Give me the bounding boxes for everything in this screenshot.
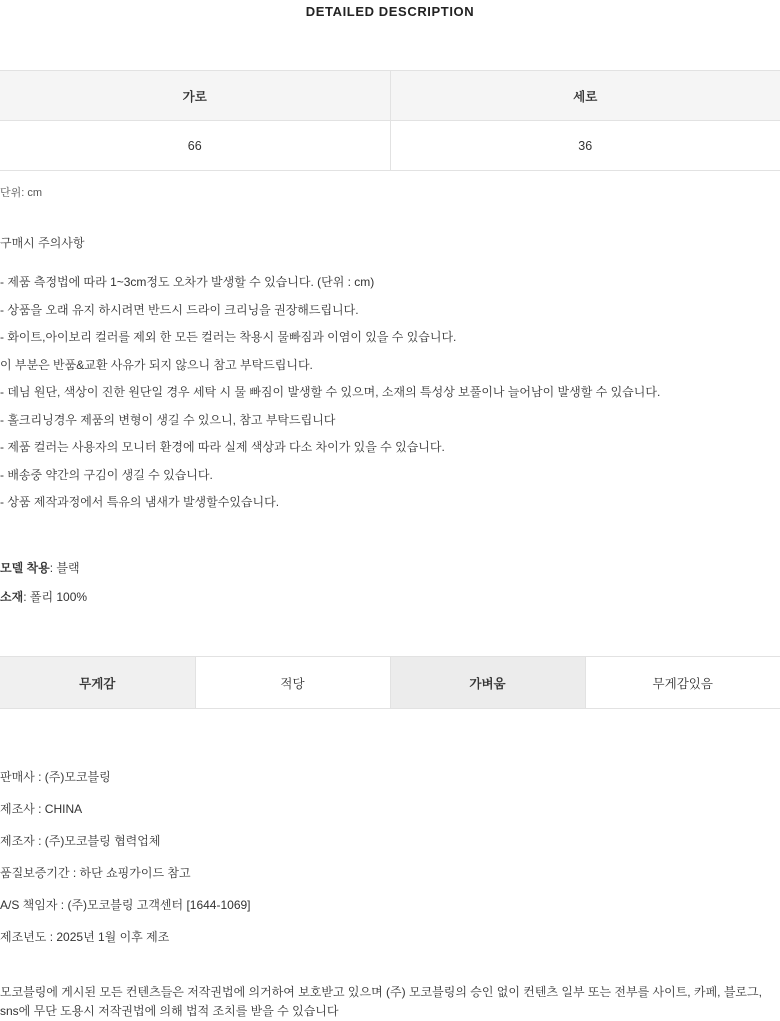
table-row — [0, 121, 780, 171]
weight-option-heavy: 무게감있음 — [585, 657, 780, 709]
list-item: - 화이트,아이보리 컬러를 제외 한 모든 컬러는 착용시 물빠짐과 이염이 있을 수 있습니다. — [0, 330, 457, 344]
copyright-notice: 모코블링에 게시된 모든 컨텐츠들은 저작권법에 의거하여 보호받고 있으며 (주) 모코블링의 승인 없이 컨텐츠 일부 또는 전부를 사이트, 카페, 블로그, sns에 무단 도용시 저작권법에 의해 법적 조치를 받을 수 있습니다 — [0, 985, 762, 1019]
material-row — [0, 588, 780, 605]
purchase-notice-heading: 구매시 주의사항 — [0, 236, 85, 250]
list-item: 품질보증기간 : 하단 쇼핑가이드 참고 — [0, 866, 191, 880]
list-item: - 홀크리닝경우 제품의 변형이 생길 수 있으니, 참고 부탁드립니다 — [0, 412, 336, 427]
weight-scale-table — [0, 656, 780, 709]
list-item: A/S 책임자 : (주)모코블링 고객센터 [1644-1069] — [0, 898, 251, 912]
list-item: - 상품을 오래 유지 하시려면 반드시 드라이 크리닝을 권장해드립니다. — [0, 302, 359, 317]
list-item: - 상품 제작과정에서 특유의 냄새가 발생할수있습니다. — [0, 495, 280, 509]
size-table — [0, 70, 780, 171]
table-row — [0, 657, 780, 709]
size-header-width: 가로 — [0, 71, 390, 121]
size-value-length: 36 — [390, 121, 780, 171]
list-item: 제조년도 : 2025년 1월 이후 제조 — [0, 930, 170, 944]
list-item: 제조사 : CHINA — [0, 802, 83, 816]
list-item: - 제품 컬러는 사용자의 모니터 환경에 따라 실제 색상과 다소 차이가 있을 수 있습니다. — [0, 440, 445, 454]
list-item: 판매사 : (주)모코블링 — [0, 770, 111, 784]
material-label: 소재 — [0, 590, 24, 604]
model-wear-value: : 블랙 — [49, 561, 80, 575]
list-item: - 제품 측정법에 따라 1~3cm정도 오차가 발생할 수 있습니다. (단위 : cm) — [0, 275, 375, 289]
size-table-header-row — [0, 71, 780, 121]
size-header-length: 세로 — [390, 71, 780, 121]
material-value: : 폴리 100% — [23, 590, 88, 604]
product-spec-block — [0, 559, 780, 605]
weight-option-light: 가벼움 — [390, 657, 585, 709]
model-wear-label: 모델 착용 — [0, 561, 50, 575]
unit-note: 단위: cm — [0, 187, 43, 199]
list-item: 이 부분은 반품&교환 사유가 되지 않으니 참고 부탁드립니다. — [0, 357, 313, 372]
weight-option-moderate: 적당 — [195, 657, 390, 709]
model-wear-row — [0, 559, 780, 576]
vendor-info-block — [0, 768, 780, 945]
list-item: - 데님 원단, 색상이 진한 원단일 경우 세탁 시 물 빠짐이 발생할 수 있으며, 소재의 특성상 보풀이나 늘어남이 발생할 수 있습니다. — [0, 385, 661, 399]
size-value-width: 66 — [0, 121, 390, 171]
purchase-notice-list — [0, 275, 780, 510]
list-item: - 배송중 약간의 구김이 생길 수 있습니다. — [0, 467, 213, 482]
weight-scale-label: 무게감 — [0, 657, 195, 709]
page-title: DETAILED DESCRIPTION — [305, 4, 475, 19]
list-item: 제조자 : (주)모코블링 협력업체 — [0, 834, 161, 848]
